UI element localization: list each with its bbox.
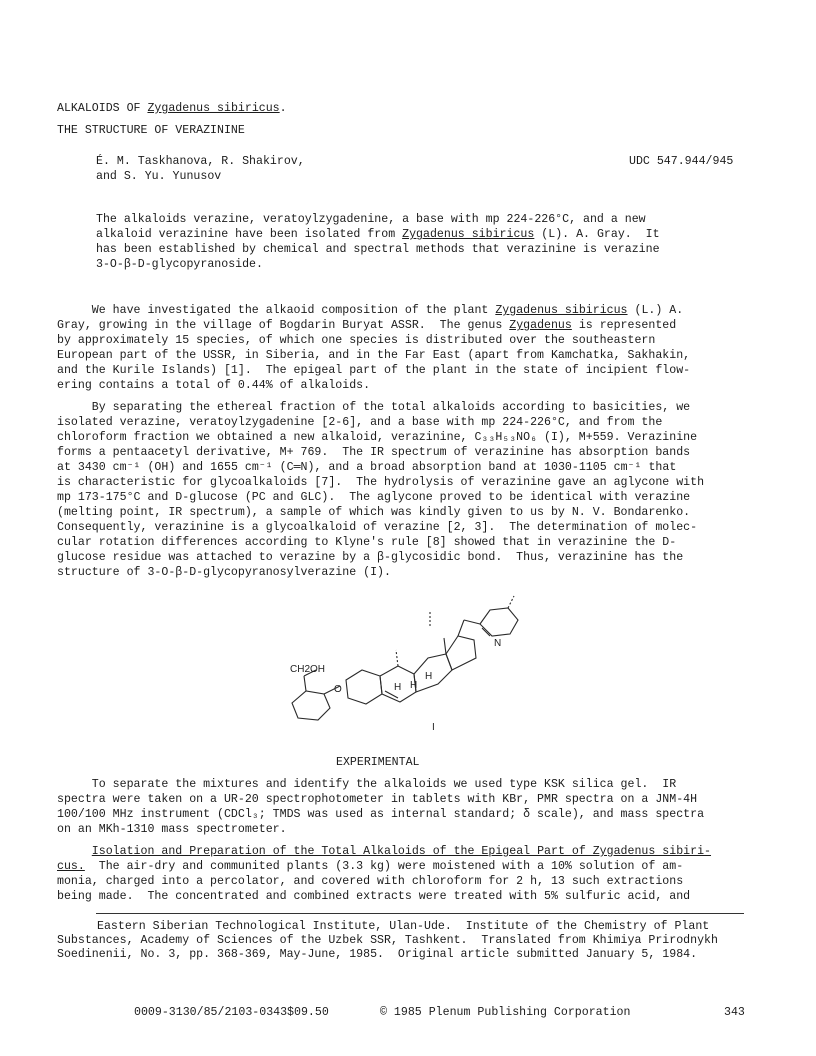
para-text: We have investigated the alkaoid composition of the plant xyxy=(57,304,496,317)
subsection-title: cus. xyxy=(57,860,85,873)
steroid-ring-a xyxy=(346,670,382,704)
para2-line-2: isolated verazine, veratoylzygadenine [2-6], and a base with mp 224-226°C, and from the xyxy=(57,416,663,429)
article-title xyxy=(57,103,287,115)
article-subtitle: THE STRUCTURE OF VERAZININE xyxy=(57,124,245,137)
nitrogen-label: N xyxy=(494,638,502,649)
exp-p1-line-3: 100/100 MHz instrument (CDCl₃; TMDS was used as internal standard; δ scale), and mass spectra xyxy=(57,808,705,821)
steroid-ring-c xyxy=(414,654,452,692)
page-number: 343 xyxy=(724,1006,745,1019)
para2-line-11: glucose residue was attached to verazine by a β-glycosidic bond. Thus, verazinine has the xyxy=(57,551,684,564)
methyl-bond xyxy=(508,596,514,608)
abstract-line-4: 3-O-β-D-glycopyranoside. xyxy=(96,258,263,271)
authors-line-2: and S. Yu. Yunusov xyxy=(96,170,222,183)
abstract-species: Zygadenus sibiricus xyxy=(402,228,535,241)
exp-p2-line-4: being made. The concentrated and combined extracts were treated with 5% sulfuric acid, and xyxy=(57,890,691,903)
exp-p1-line-4: on an MKh-1310 mass spectrometer. xyxy=(57,823,287,836)
glucose-ring xyxy=(292,691,330,720)
para-text: The air-dry and communited plants (3.3 kg) were moistened with a 10% solution of am- xyxy=(84,860,684,873)
para1-line-5: and the Kurile Islands) [1]. The epigeal part of the plant in the state of incipient flow- xyxy=(57,364,691,377)
para-text: Gray, growing in the village of Bogdarin Buryat ASSR. The genus xyxy=(57,319,510,332)
copyright: © 1985 Plenum Publishing Corporation xyxy=(380,1006,631,1019)
para1-line-6: ering contains a total of 0.44% of alkaloids. xyxy=(57,379,371,392)
para-text: is represented xyxy=(571,319,677,332)
oxygen-label: O xyxy=(334,684,342,695)
footnote-rule xyxy=(96,913,744,914)
abstract-text: (L). A. Gray. It xyxy=(534,228,660,241)
para2-line-3: chloroform fraction we obtained a new alkaloid, verazinine, C₃₃H₅₃NO₆ (I), M+559. Verazinine xyxy=(57,431,698,444)
article-code: 0009-3130/85/2103-0343$09.50 xyxy=(134,1006,329,1019)
para2-line-5: at 3430 cm⁻¹ (OH) and 1655 cm⁻¹ (C═N), and a broad absorption band at 1030-1105 cm⁻¹ that xyxy=(57,461,677,474)
authors-line-1: É. M. Taskhanova, R. Shakirov, xyxy=(96,155,305,168)
para2-line-12: structure of 3-O-β-D-glycopyranosylverazine (I). xyxy=(57,566,391,579)
para2-line-6: is characteristic for glycoalkaloids [7]. The hydrolysis of verazinine gave an aglycone with xyxy=(57,476,705,489)
exp-p2-line-1 xyxy=(57,846,711,858)
ch2oh-bond xyxy=(304,676,306,691)
para1-line-1 xyxy=(57,305,683,317)
indent xyxy=(57,845,92,858)
abstract-line-3: has been established by chemical and spectral methods that verazinine is verazine xyxy=(96,243,660,256)
steroid-ring-d xyxy=(446,636,476,670)
para-genus: Zygadenus xyxy=(509,319,572,332)
section-heading: EXPERIMENTAL xyxy=(336,756,420,769)
para2-line-10: cular rotation differences according to Klyne's rule [8] showed that in verazinine the D- xyxy=(57,536,677,549)
structure-drawing xyxy=(282,588,542,748)
footnote-line-2: Substances, Academy of Sciences of the Uzbek SSR, Tashkent. Translated from Khimiya Prirodnykh xyxy=(57,934,718,947)
title-prefix: ALKALOIDS OF xyxy=(57,102,148,115)
para1-line-4: European part of the USSR, in Siberia, and in the Far East (apart from Kamchatka, Sakhakin, xyxy=(57,349,691,362)
hydrogen-label: H xyxy=(425,671,433,682)
para1-line-2 xyxy=(57,320,676,332)
hydrogen-label: H xyxy=(410,680,418,691)
title-species: Zygadenus sibiricus xyxy=(147,102,280,115)
methyl-bond xyxy=(396,650,398,666)
footnote-line-3: Soedinenii, No. 3, pp. 368-369, May-June, 1985. Original article submitted January 5, 1984. xyxy=(57,948,698,961)
hydrogen-label: H xyxy=(394,682,402,693)
chemical-structure xyxy=(282,588,542,748)
para2-line-1: By separating the ethereal fraction of the total alkaloids according to basicities, we xyxy=(57,401,691,414)
methyl-bond xyxy=(444,638,446,654)
footnote-line-1: Eastern Siberian Technological Institute, Ulan-Ude. Institute of the Chemistry of Plant xyxy=(97,920,710,933)
side-chain-bond xyxy=(464,620,480,624)
para2-line-8: (melting point, IR spectrum), a sample of which was kindly given to us by N. V. Bondarenko. xyxy=(57,506,691,519)
para2-line-7: mp 173-175°C and D-glucose (PC and GLC). The aglycone proved to be identical with verazine xyxy=(57,491,691,504)
para2-line-4: forms a pentaacetyl derivative, M+ 769. The IR spectrum of verazinine has absorption bands xyxy=(57,446,691,459)
para2-line-9: Consequently, verazinine is a glycoalkaloid of verazine [2, 3]. The determination of molec- xyxy=(57,521,698,534)
exp-p2-line-2 xyxy=(57,861,683,873)
compound-number: I xyxy=(432,722,435,733)
abstract-text: alkaloid verazinine have been isolated from xyxy=(96,228,403,241)
para-text: (L.) A. xyxy=(627,304,684,317)
abstract-line-1: The alkaloids verazine, veratoylzygadenine, a base with mp 224-226°C, and a new xyxy=(96,213,646,226)
abstract-line-2 xyxy=(96,229,660,241)
exp-p1-line-1: To separate the mixtures and identify the alkaloids we used type KSK silica gel. IR xyxy=(57,778,677,791)
subsection-title: Isolation and Preparation of the Total Alkaloids of the Epigeal Part of Zygadenus sibiri- xyxy=(91,845,712,858)
side-chain-bond xyxy=(458,620,464,636)
title-suffix: . xyxy=(279,102,287,115)
para-species: Zygadenus sibiricus xyxy=(495,304,628,317)
exp-p1-line-2: spectra were taken on a UR-20 spectrophotometer in tablets with KBr, PMR spectra on a JNM-4H xyxy=(57,793,698,806)
exp-p2-line-3: monia, charged into a percolator, and covered with chloroform for 2 h, 13 such extractions xyxy=(57,875,684,888)
c-n-double-bond xyxy=(482,628,490,636)
para1-line-3: by approximately 15 species, of which one species is distributed over the southeastern xyxy=(57,334,656,347)
ch2oh-label: CH2OH xyxy=(290,664,326,675)
udc-code: UDC 547.944/945 xyxy=(629,155,734,168)
